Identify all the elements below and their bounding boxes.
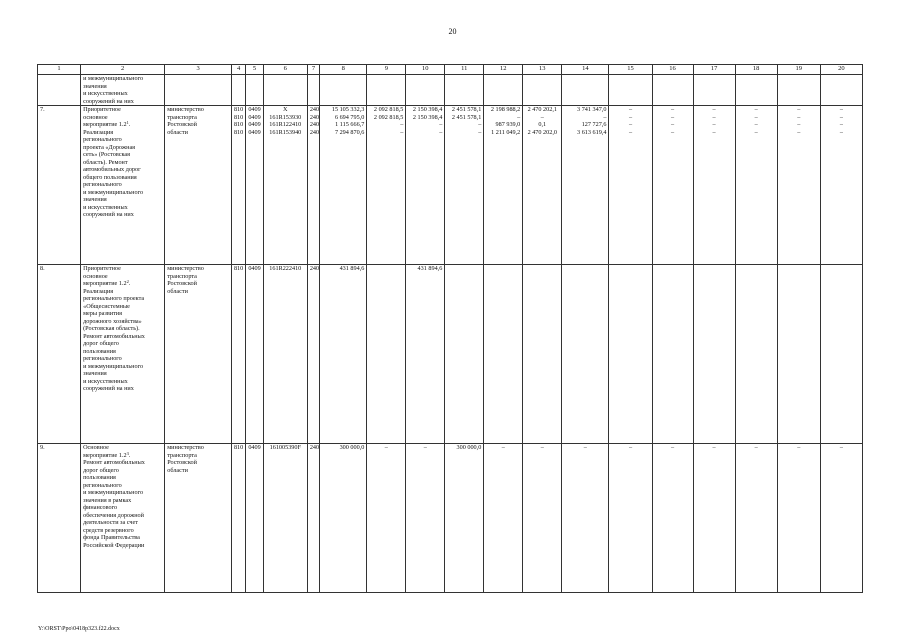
subrow-value-2: – — [671, 113, 675, 121]
cell-c15 — [609, 265, 652, 444]
cell-num: 7. — [38, 106, 81, 265]
text-line: мероприятие $1.2^3$. — [83, 450, 131, 459]
cell-c7 — [307, 106, 319, 265]
subrow-value-3: 127 727,6 — [581, 121, 607, 128]
cell-executor — [165, 106, 232, 265]
text-line: «Общесистемные — [83, 302, 130, 310]
subrow-value-2: 6 694 795,0 — [334, 113, 365, 121]
text-line: деятельности за счет — [83, 519, 138, 526]
text-line: меры развития — [83, 310, 122, 317]
subrow-value-2: – — [797, 113, 801, 121]
subrow-value-2: – — [839, 113, 843, 121]
text-line: транспорта — [167, 272, 197, 280]
subrow-value-3: 240 — [309, 121, 320, 128]
header-col-6: 6 — [263, 65, 307, 75]
text-line: значения в рамках — [83, 496, 132, 504]
subrow-value-3: 161R122410 — [269, 121, 302, 128]
cell-c4: 810 — [231, 265, 245, 444]
header-col-3: 3 — [165, 65, 232, 75]
subrow-value-4: 7 294 870,6 — [334, 128, 365, 136]
subrow-value-3: – — [839, 121, 843, 128]
subrow-value-4: – — [400, 128, 404, 136]
cell-c12: – — [484, 444, 523, 593]
subrow-value-3: – — [797, 121, 801, 128]
subrow-value-1: X — [283, 106, 288, 113]
cell-c15 — [609, 106, 652, 265]
subrow-value-4: – — [439, 128, 443, 136]
text-line: Ростовской — [167, 121, 197, 128]
subrow-value-4: – — [671, 128, 675, 136]
text-line: министерство — [167, 106, 204, 113]
budget-table — [37, 64, 863, 593]
text-line: регионального — [83, 481, 122, 489]
table-row-7 — [38, 106, 863, 265]
footer-file-path: Y:\ORST\Ppo\0418p323.f22.docx — [38, 626, 120, 632]
text-line: области — [167, 128, 188, 136]
text-line: основное — [83, 272, 108, 280]
cell-c5: 0409 — [246, 265, 263, 444]
subrow-value-3: 987 939,0 — [495, 121, 521, 128]
header-col-4: 4 — [231, 65, 245, 75]
text-line: и межмуниципального — [83, 489, 144, 496]
subrow-value-4: – — [478, 128, 482, 136]
subrow-value-1: – — [671, 106, 675, 113]
text-line: пользования — [83, 347, 116, 355]
text-line: средств резервного — [83, 526, 134, 534]
subrow-value-1: 2 451 578,1 — [451, 106, 482, 113]
text-line: регионального — [83, 136, 122, 143]
text-line: и межмуниципального — [83, 75, 144, 82]
header-col-11: 11 — [445, 65, 484, 75]
subrow-value-4: – — [754, 128, 758, 136]
subrow-value-3: – — [478, 121, 482, 128]
subrow-value-1: 2 198 988,2 — [490, 106, 521, 113]
subrow-value-2: 0409 — [248, 113, 261, 121]
cell-c9 — [367, 265, 406, 444]
cell-c13 — [523, 106, 562, 265]
cell-c6: 161R222410 — [263, 265, 307, 444]
text-line: Ростовской — [167, 280, 197, 287]
subrow-value-2: 240 — [309, 113, 320, 121]
text-line: Реализация — [83, 287, 114, 295]
header-col-20: 20 — [820, 65, 862, 75]
cell-description — [81, 106, 165, 265]
table-body — [38, 65, 863, 593]
subrow-value-2: – — [712, 113, 716, 121]
cell-c5 — [246, 106, 263, 265]
text-line: дорожного хозяйства» — [83, 317, 142, 325]
header-col-14: 14 — [562, 65, 609, 75]
header-col-13: 13 — [523, 65, 562, 75]
text-line: регионального — [83, 181, 122, 188]
cell-c9 — [367, 106, 406, 265]
subrow-value-4: 240 — [309, 128, 320, 136]
header-col-15: 15 — [609, 65, 652, 75]
text-line: и межмуниципального — [83, 188, 144, 196]
cell-c11: 300 000,0 — [445, 444, 484, 593]
subrow-value-2: – — [603, 113, 607, 121]
cell-c13: – — [523, 444, 562, 593]
cell-description — [81, 75, 165, 106]
subrow-value-4: – — [797, 128, 801, 136]
subrow-value-1: – — [754, 106, 758, 113]
text-line: и искусственных — [83, 90, 128, 97]
subrow-value-2: 161R153930 — [269, 113, 302, 121]
cell-c8: 431 894,6 — [320, 265, 367, 444]
cell-c18: – — [735, 444, 777, 593]
text-line: основное — [83, 113, 108, 121]
subrow-value-4: 161R153940 — [269, 128, 302, 136]
footnote-marker: 3 — [126, 450, 129, 456]
header-col-2: 2 — [81, 65, 165, 75]
cell-c14 — [562, 265, 609, 444]
subrow-value-1: 2 150 398,4 — [412, 106, 443, 113]
subrow-value-1: – — [628, 106, 633, 113]
cell-c19 — [777, 265, 820, 444]
page-number: 20 — [448, 27, 457, 36]
text-line: Приоритетное — [83, 106, 121, 113]
cell-description — [81, 265, 165, 444]
subrow-value-3: 0409 — [248, 121, 261, 128]
text-line: министерство — [167, 444, 204, 451]
text-line: Ремонт автомобильных — [83, 459, 145, 466]
cell-c7: 240 — [307, 444, 319, 593]
cell-num: 8. — [38, 265, 81, 444]
header-col-18: 18 — [735, 65, 777, 75]
subrow-value-3: 1 115 666,7 — [335, 121, 365, 128]
cell-c14: – — [562, 444, 609, 593]
text-line: автомобильных дорог — [83, 166, 141, 173]
text-line: транспорта — [167, 113, 197, 121]
header-col-12: 12 — [484, 65, 523, 75]
text-line: транспорта — [167, 451, 197, 459]
cell-c14 — [562, 106, 609, 265]
subrow-value-4: – — [628, 128, 633, 136]
cell-executor — [165, 265, 232, 444]
subrow-value-1: 3 741 347,0 — [577, 106, 607, 113]
table-row-8 — [38, 265, 863, 444]
header-col-16: 16 — [652, 65, 693, 75]
subrow-value-1: 0409 — [248, 106, 261, 113]
text-line: сооружений на них — [83, 385, 134, 392]
text-line: регионального — [83, 355, 122, 362]
text-line: Основное — [83, 444, 109, 451]
cell-c9: – — [367, 444, 406, 593]
text-line: мероприятие $1.2^1$. — [83, 120, 131, 128]
header-col-5: 5 — [246, 65, 263, 75]
subrow-value-1: 15 105 332,3 — [331, 106, 365, 113]
subrow-value-2: – — [754, 113, 758, 121]
subrow-value-2: – — [517, 113, 521, 121]
subrow-value-3: – — [400, 121, 404, 128]
text-line: проекта «Дорожная — [83, 143, 136, 151]
subrow-value-1: – — [839, 106, 843, 113]
text-line: Реализация — [83, 128, 114, 136]
text-line: и искусственных — [83, 377, 128, 385]
cell-executor — [165, 75, 232, 106]
cell-c11 — [445, 265, 484, 444]
cell-c10: 431 894,6 — [406, 265, 445, 444]
text-line: общего пользования — [83, 173, 137, 181]
cell-c12 — [484, 265, 523, 444]
cell-c11 — [445, 106, 484, 265]
cell-c17: – — [693, 444, 735, 593]
header-col-17: 17 — [693, 65, 735, 75]
footnote-marker: 2 — [126, 279, 129, 284]
text-line: пользования — [83, 474, 116, 481]
text-line: области — [167, 287, 188, 295]
cell-c12 — [484, 106, 523, 265]
text-line: значения — [83, 82, 107, 90]
cell-c8: 300 000,0 — [320, 444, 367, 593]
cell-c18 — [735, 265, 777, 444]
header-col-10: 10 — [406, 65, 445, 75]
cell-c4: 810 — [231, 444, 245, 593]
text-line: сооружений на них — [83, 211, 134, 218]
text-line: мероприятие $1.2^2$. — [83, 279, 131, 287]
text-line: сеть» (Ростовская — [83, 151, 131, 158]
cell-c17 — [693, 265, 735, 444]
subrow-value-1: 2 092 818,5 — [373, 106, 404, 113]
cell-c4 — [231, 106, 245, 265]
subrow-value-2: 2 092 818,5 — [373, 113, 404, 121]
subrow-value-1: 2 470 202,1 — [527, 106, 557, 113]
subrow-value-3: 810 — [233, 121, 244, 128]
header-col-1: 1 — [38, 65, 81, 75]
cell-c19: – — [777, 444, 820, 593]
cell-c16 — [652, 265, 693, 444]
text-line: регионального проекта — [83, 295, 145, 302]
cell-executor — [165, 444, 232, 593]
text-line: министерство — [167, 265, 204, 272]
cell-c19 — [777, 106, 820, 265]
cell-c17 — [693, 106, 735, 265]
cell-c6: 161005390F — [263, 444, 307, 593]
cell-c20: – — [820, 444, 862, 593]
text-line: фонда Правительства — [83, 534, 140, 541]
cell-num — [38, 75, 81, 106]
subrow-value-4: 1 211 049,2 — [491, 128, 521, 136]
cell-c20 — [820, 106, 862, 265]
table-row-9 — [38, 444, 863, 593]
cell-c8 — [320, 106, 367, 265]
cell-c16: – — [652, 444, 693, 593]
header-col-19: 19 — [777, 65, 820, 75]
footnote-marker: 1 — [126, 120, 129, 125]
text-line: Ростовской — [167, 459, 197, 466]
text-line: (Ростовская область). — [83, 325, 140, 332]
cell-c13 — [523, 265, 562, 444]
subrow-value-2: – — [628, 113, 633, 121]
cell-description — [81, 444, 165, 593]
subrow-value-3: – — [628, 121, 633, 128]
header-col-9: 9 — [367, 65, 406, 75]
subrow-value-4: – — [839, 128, 843, 136]
cell-c15: – — [609, 444, 652, 593]
subrow-value-4: – — [712, 128, 716, 136]
text-line: Ремонт автомобильных — [83, 332, 145, 340]
subrow-value-4: 3 613 619,4 — [577, 128, 607, 136]
text-line: значения — [83, 370, 107, 377]
subrow-value-1: 810 — [233, 106, 244, 113]
subrow-value-3: – — [439, 121, 443, 128]
cell-c18 — [735, 106, 777, 265]
subrow-value-1: – — [797, 106, 801, 113]
subrow-value-1: 240 — [309, 106, 320, 113]
subrow-value-2: 810 — [233, 113, 244, 121]
table-row-continuation — [38, 75, 863, 106]
cell-c6 — [263, 106, 307, 265]
text-line: дорог общего — [83, 340, 119, 347]
subrow-value-2: 2 451 578,1 — [451, 113, 482, 121]
subrow-value-3: – — [754, 121, 758, 128]
cell-c20 — [820, 265, 862, 444]
text-line: Приоритетное — [83, 265, 121, 272]
cell-c16 — [652, 106, 693, 265]
subrow-value-2: – — [540, 113, 544, 121]
header-col-7: 7 — [307, 65, 319, 75]
cell-num: 9. — [38, 444, 81, 593]
subrow-value-4: 2 470 202,0 — [527, 128, 557, 136]
subrow-value-3: – — [671, 121, 675, 128]
cell-c10 — [406, 106, 445, 265]
text-line: и межмуниципального — [83, 362, 144, 370]
text-line: финансового — [83, 504, 118, 511]
cell-c10: – — [406, 444, 445, 593]
subrow-value-1: – — [712, 106, 716, 113]
text-line: области — [167, 466, 188, 474]
text-line: Российской Федерации — [83, 541, 145, 549]
subrow-value-3: – — [712, 121, 716, 128]
cell-c5: 0409 — [246, 444, 263, 593]
text-line: обеспечения дорожной — [83, 511, 144, 519]
header-col-8: 8 — [320, 65, 367, 75]
text-line: область). Ремонт — [83, 158, 128, 166]
text-line: дорог общего — [83, 466, 119, 474]
subrow-value-2: 2 150 398,4 — [412, 113, 443, 121]
text-line: сооружений на них — [83, 97, 134, 105]
cell-c7: 240 — [307, 265, 319, 444]
subrow-value-3: 0,1 — [538, 121, 547, 128]
header-row — [38, 65, 863, 75]
subrow-value-4: 810 — [233, 128, 244, 136]
text-line: значения — [83, 196, 107, 203]
subrow-value-4: 0409 — [248, 128, 261, 136]
text-line: и искусственных — [83, 203, 128, 211]
